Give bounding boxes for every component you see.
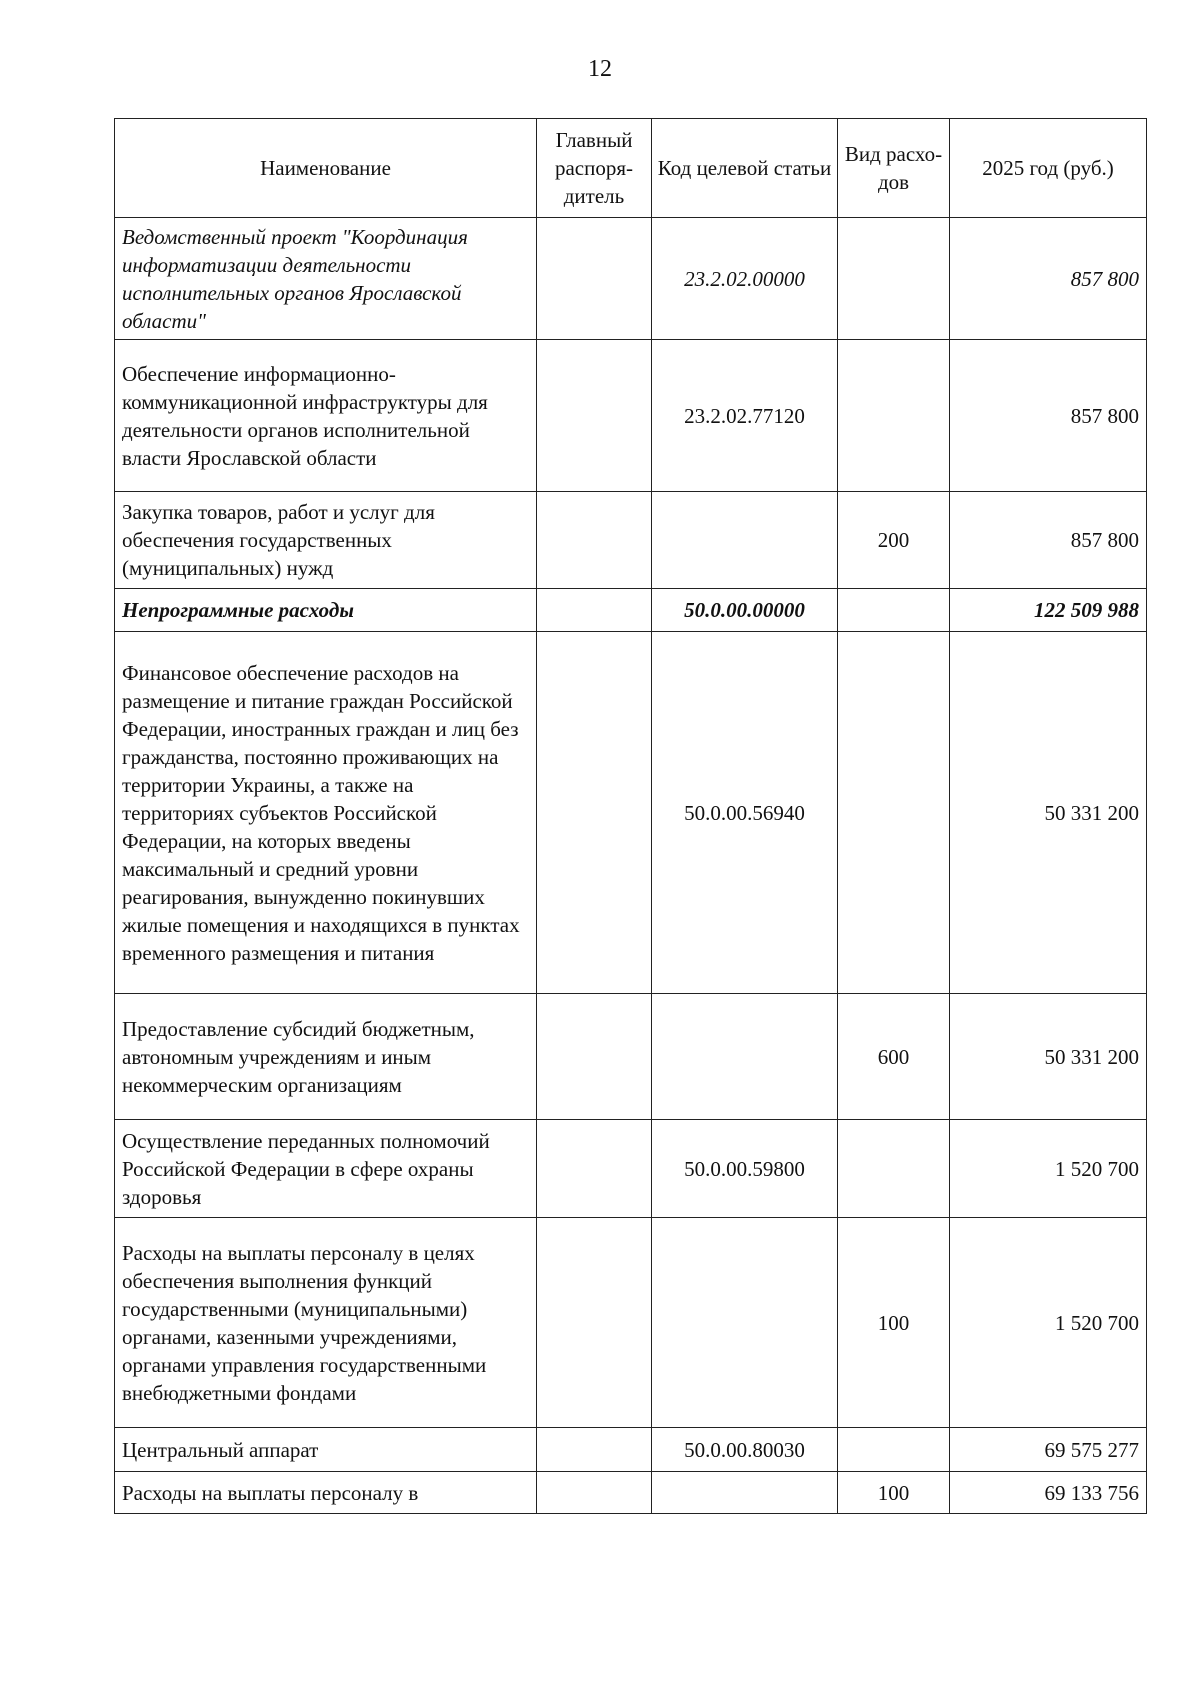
row-vid: 600: [838, 994, 950, 1120]
table-row: [115, 340, 1147, 492]
row-name: Осуществление переданных полномочий Российской Федерации в сфере охраны здоровья: [115, 1120, 537, 1218]
row-amount: 857 800: [950, 492, 1147, 589]
row-manager: [537, 340, 652, 492]
row-code: [652, 492, 838, 589]
header-name: Наименование: [115, 119, 537, 218]
header-target-code: Код целевой статьи: [652, 119, 838, 218]
row-manager: [537, 632, 652, 994]
row-name: Расходы на выплаты персоналу в целях обеспечения выполнения функций государственными (муниципальными) органами, казенными учреждениями, органами управления государственными внебюджетными фондами: [115, 1218, 537, 1428]
row-code: 50.0.00.56940: [652, 632, 838, 994]
row-amount: 69 133 756: [950, 1472, 1147, 1514]
row-name: Центральный аппарат: [115, 1428, 537, 1472]
table-row: [115, 994, 1147, 1120]
row-manager: [537, 994, 652, 1120]
row-vid: 100: [838, 1472, 950, 1514]
row-code: [652, 994, 838, 1120]
table-row: [115, 589, 1147, 632]
row-code: 23.2.02.00000: [652, 218, 838, 340]
table-row: [115, 632, 1147, 994]
table-row: [115, 1428, 1147, 1472]
row-vid: [838, 218, 950, 340]
row-vid: 200: [838, 492, 950, 589]
row-manager: [537, 492, 652, 589]
row-amount: 122 509 988: [950, 589, 1147, 632]
row-vid: [838, 1428, 950, 1472]
row-vid: [838, 632, 950, 994]
table-row: [115, 1120, 1147, 1218]
row-name: Предоставление субсидий бюджетным, автономным учреждениям и иным некоммерческим организациям: [115, 994, 537, 1120]
budget-table: [114, 118, 1147, 1514]
row-code: 23.2.02.77120: [652, 340, 838, 492]
row-code: [652, 1218, 838, 1428]
row-manager: [537, 1428, 652, 1472]
row-amount: 857 800: [950, 218, 1147, 340]
row-manager: [537, 589, 652, 632]
row-amount: 1 520 700: [950, 1120, 1147, 1218]
row-amount: 1 520 700: [950, 1218, 1147, 1428]
header-main-manager: Главный распоря-дитель: [537, 119, 652, 218]
page-number: 12: [588, 56, 612, 82]
row-manager: [537, 1120, 652, 1218]
row-name: Ведомственный проект "Координация информатизации деятельности исполнительных органов Ярославской области": [115, 218, 537, 340]
table-row: [115, 1218, 1147, 1428]
table-row: [115, 218, 1147, 340]
header-expense-type: Вид расхо-дов: [838, 119, 950, 218]
row-code: 50.0.00.00000: [652, 589, 838, 632]
row-manager: [537, 1218, 652, 1428]
row-name: Финансовое обеспечение расходов на размещение и питание граждан Российской Федерации, иностранных граждан и лиц без гражданства, постоянно проживающих на территории Украины, а также на территориях субъектов Российской Федерации, на которых введены максимальный и средний уровни реагирования, вынужденно покинувших жилые помещения и находящихся в пунктах временного размещения и питания: [115, 632, 537, 994]
row-amount: 50 331 200: [950, 632, 1147, 994]
table-row: [115, 492, 1147, 589]
table-header-row: [115, 119, 1147, 218]
row-vid: 100: [838, 1218, 950, 1428]
row-name: Закупка товаров, работ и услуг для обеспечения государственных (муниципальных) нужд: [115, 492, 537, 589]
row-amount: 69 575 277: [950, 1428, 1147, 1472]
row-amount: 50 331 200: [950, 994, 1147, 1120]
row-name: Обеспечение информационно-коммуникационной инфраструктуры для деятельности органов исполнительной власти Ярославской области: [115, 340, 537, 492]
row-code: [652, 1472, 838, 1514]
row-amount: 857 800: [950, 340, 1147, 492]
row-manager: [537, 218, 652, 340]
row-code: 50.0.00.59800: [652, 1120, 838, 1218]
row-name: Расходы на выплаты персоналу в: [115, 1472, 537, 1514]
row-vid: [838, 589, 950, 632]
row-name: Непрограммные расходы: [115, 589, 537, 632]
header-year: 2025 год (руб.): [950, 119, 1147, 218]
row-manager: [537, 1472, 652, 1514]
row-vid: [838, 1120, 950, 1218]
row-vid: [838, 340, 950, 492]
table-row: [115, 1472, 1147, 1514]
row-code: 50.0.00.80030: [652, 1428, 838, 1472]
